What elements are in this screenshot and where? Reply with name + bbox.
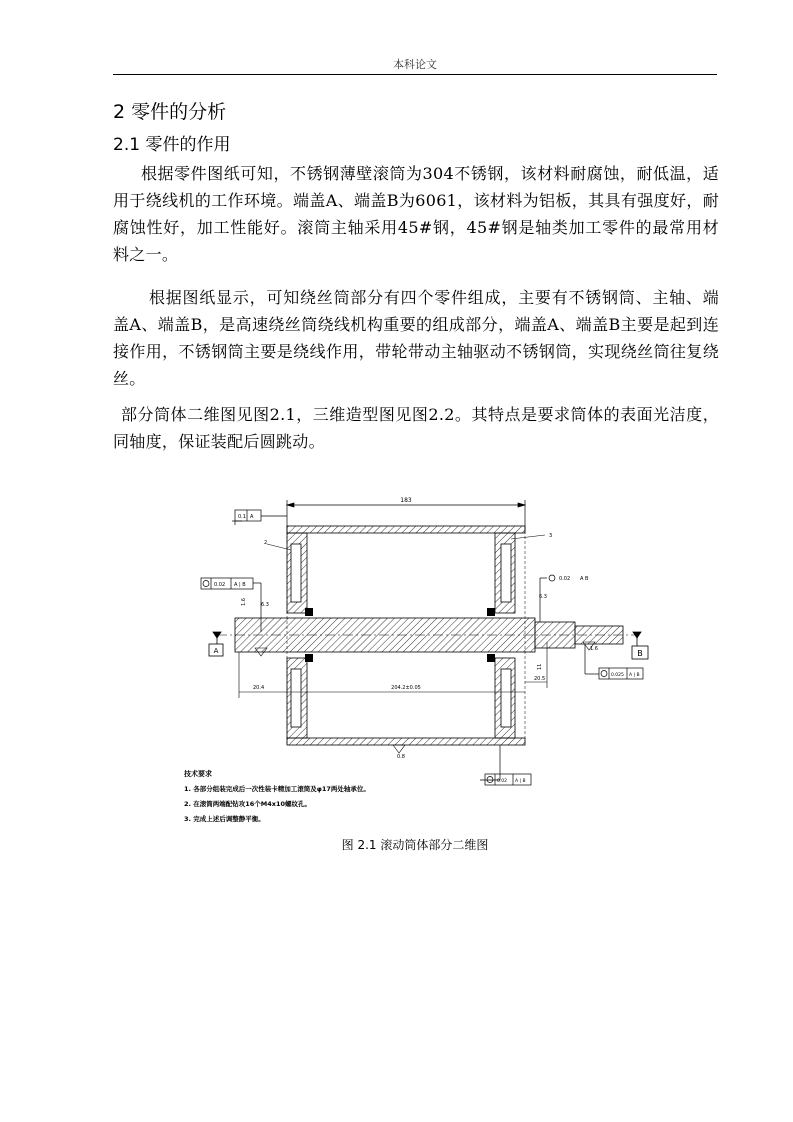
header-rule — [113, 74, 717, 75]
left-small-label: 2 — [264, 540, 268, 546]
right-side-label: 11 — [537, 663, 543, 670]
right-top-tol-value: 0.02 — [559, 576, 571, 582]
overall-length-label: 183 — [400, 497, 412, 504]
drum-top-wall — [287, 526, 525, 533]
engineering-drawing — [184, 492, 655, 830]
datum-a-label: A — [213, 647, 219, 655]
bearing-top-left — [305, 608, 313, 616]
right-bottom-tol-value: 0.025 — [611, 673, 624, 678]
tech-note-1: 1. 各部分组装完成后一次性装卡精加工滚筒及φ17两处轴承位。 — [184, 785, 370, 793]
right-small-label: 3 — [549, 533, 553, 539]
right-bottom-tol-datums: A | B — [629, 673, 640, 678]
figure-caption: 图 2.1 滚动筒体部分二维图 — [341, 838, 489, 852]
left-offset-label: 20.4 — [253, 685, 265, 691]
datum-b-label: B — [637, 649, 643, 658]
right-tip-label: 1.6 — [590, 646, 598, 652]
bearing-bottom-left — [305, 654, 313, 662]
center-length-label: 204.2±0.05 — [391, 685, 421, 691]
right-top-tol-datums: A B — [580, 576, 589, 582]
right-vertical-label: 6.3 — [539, 594, 547, 600]
bottom-tol-value: 0.02 — [497, 779, 508, 784]
bearing-bottom-right — [487, 654, 495, 662]
subsection-heading: 2.1 零件的作用 — [113, 135, 231, 155]
tech-notes-title: 技术要求 — [184, 770, 212, 778]
flatness-ref: A — [250, 514, 254, 520]
left-top-tol-datums: A | B — [234, 582, 246, 588]
page-header: 本科论文 — [393, 58, 437, 71]
flatness-value: 0.1 — [238, 514, 246, 520]
drum-bottom-wall — [287, 738, 525, 745]
paragraph-1: 根据零件图纸可知，不锈钢薄壁滚筒为304不锈钢，该材料耐腐蚀，耐低温，适用于绕线机的工作环境。端盖A、端盖B为6061，该材料为铝板，其具有强度好，耐腐蚀性好，加工性能好。滚筒主轴采用45#钢，45#钢是轴类加工零件的最常用材料之一。 — [113, 164, 719, 264]
bearing-top-right — [487, 608, 495, 616]
tech-note-3: 3. 完成上述后调整静平衡。 — [184, 815, 265, 823]
section-heading: 2 零件的分析 — [113, 101, 227, 123]
left-top-tol-value: 0.02 — [214, 582, 226, 588]
right-offset-label: 20.5 — [534, 676, 546, 682]
tech-note-2: 2. 在滚筒两端配钻攻16个M4x10螺纹孔。 — [184, 800, 312, 808]
left-mid-label: 6.3 — [261, 602, 269, 608]
bottom-tol-datums: A | B — [515, 779, 526, 784]
paragraph-3: 部分筒体二维图见图2.1，三维造型图见图2.2。其特点是要求筒体的表面光洁度，同轴度，保证装配后圆跳动。 — [113, 405, 719, 451]
left-vertical-label: 1.6 — [241, 598, 247, 606]
paragraph-2: 根据图纸显示，可知绕丝筒部分有四个零件组成，主要有不锈钢筒、主轴、端盖A、端盖B，是高速绕丝筒绕线机构重要的组成部分，端盖A、端盖B主要是起到连接作用，不锈钢筒主要是绕线作用，带轮带动主轴驱动不锈钢筒，实现绕丝筒往复绕丝。 — [113, 288, 719, 388]
bottom-roughness-label: 0.8 — [397, 754, 405, 760]
